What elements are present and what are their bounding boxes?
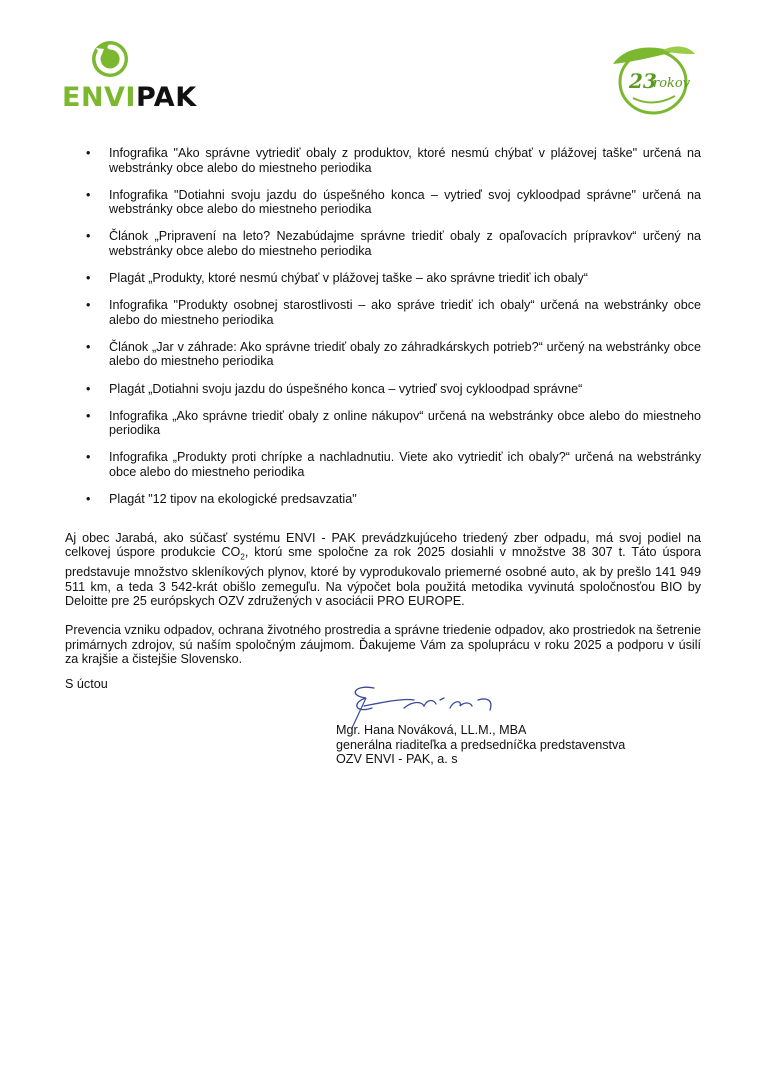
svg-text:23: 23 <box>629 69 657 93</box>
signer-org: OZV ENVI - PAK, a. s <box>336 752 458 767</box>
leaf-badge-icon <box>603 40 699 116</box>
list-item: • Plagát „Dotiahni svoju jazdu do úspešného konca – vytrieď svoj cykloodpad správne“ <box>65 382 701 397</box>
wordmark-black: PAK <box>135 82 197 113</box>
list-item: • Infografika "Ako správne vytriediť obaly z produktov, ktoré nesmú chýbať v plážovej taške" určená na webstránky obce alebo do miestneho periodika <box>65 146 701 175</box>
recycle-icon <box>90 39 130 79</box>
envipak-wordmark <box>62 83 197 113</box>
wordmark-green: ENVI <box>62 82 136 113</box>
p1-part-a: Aj obec Jarabá, ako súčasť systému ENVI - PAK prevádzkujúceho triedený zber odpadu, má svoj podiel na celkovej úspore produkcie CO <box>65 530 701 560</box>
materials-list <box>65 146 701 507</box>
list-item: • Článok „Pripravení na leto? Nezabúdajme správne triediť obaly z opaľovacích prípravkov“ určený na webstránky obce alebo do miestneho periodika <box>65 229 701 258</box>
signer-role: generálna riaditeľka a predsedníčka predstavenstva <box>336 737 626 752</box>
letter-body <box>65 146 701 681</box>
co2-savings-paragraph <box>65 531 701 609</box>
envipak-logo <box>62 39 197 115</box>
list-item: • Infografika „Produkty proti chrípke a nachladnutiu. Viete ako vytriediť ich obaly?“ určená na webstránky obce alebo do miestneho periodika <box>65 450 701 479</box>
thanks-paragraph: Prevencia vzniku odpadov, ochrana životného prostredia a správne triedenie odpadov, ako prostriedok na šetrenie primárnych zdrojov, sú naším spoločným záujmom. Ďakujeme Vám za spoluprácu v roku 2025 a podporu v úsilí za krajšie a čistejšie Slovensko. <box>65 623 701 667</box>
list-item: • Infografika "Dotiahni svoju jazdu do úspešného konca – vytrieď svoj cykloodpad správne" určená na webstránky obce alebo do miestneho periodika <box>65 188 701 217</box>
salutation: S úctou <box>65 677 108 691</box>
signer-details <box>336 723 625 767</box>
list-item: • Plagát „Produkty, ktoré nesmú chýbať v plážovej taške – ako správne triediť ich obaly“ <box>65 271 701 286</box>
p1-part-b: , ktorú sme spoločne za rok 2025 dosiahli v množstve 38 307 t. Táto úspora predstavuje množstvo skleníkových plynov, ktoré by vyprodukovalo priemerné osobné auto, ak by prešlo 141 949 511 km, a teda 3 542-krát obišlo zemeguľu. Na výpočet bola použitá metodika vyvinutá spoločnosťou BIO by Deloitte pre 25 európskych OZV združených v asociácii PRO EUROPE. <box>65 545 702 609</box>
anniversary-badge <box>603 40 699 116</box>
list-item: • Článok „Jar v záhrade: Ako správne triediť obaly zo záhradkárskych potrieb?“ určený na webstránky obce alebo do miestneho periodika <box>65 340 701 369</box>
list-item: • Plagát "12 tipov na ekologické predsavzatia" <box>65 492 701 507</box>
list-item: • Infografika "Produkty osobnej starostlivosti – ako správe triediť ich obaly“ určená na webstránky obce alebo do miestneho periodika <box>65 298 701 327</box>
signer-name: Mgr. Hana Nováková, LL.M., MBA <box>336 723 527 737</box>
svg-text:rokov: rokov <box>653 76 691 91</box>
p1-subscript: 2 <box>240 552 245 562</box>
list-item: • Infografika „Ako správne triediť obaly z online nákupov“ určená na webstránky obce alebo do miestneho periodika <box>65 409 701 438</box>
